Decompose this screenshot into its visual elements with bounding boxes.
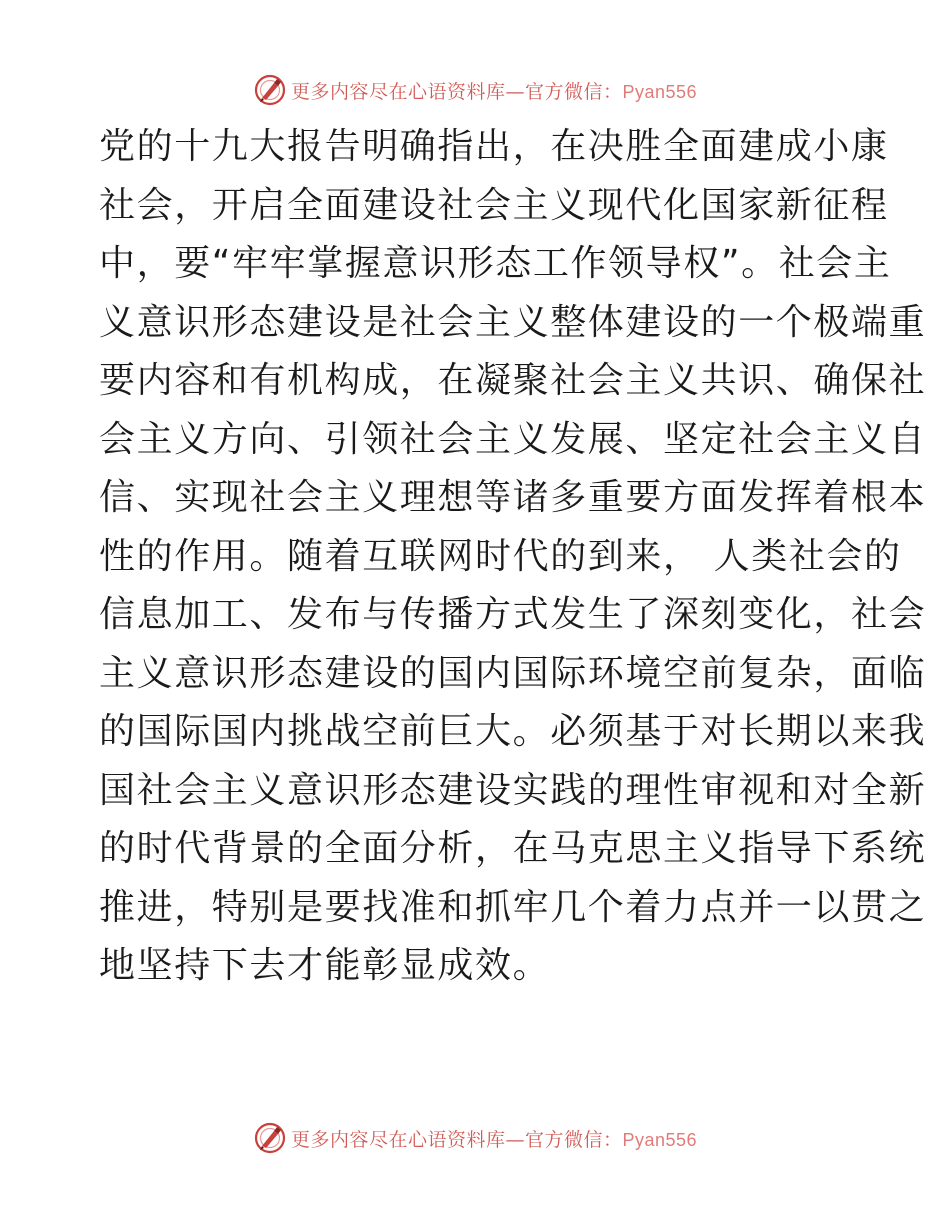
- body-line: 的国际国内挑战空前巨大。必须基于对长期以来我: [99, 711, 927, 752]
- footer-banner-label: 更多内容尽在心语资料库—官方微信：: [290, 1128, 623, 1151]
- body-line: 要内容和有机构成，在凝聚社会主义共识、确保社: [99, 360, 927, 401]
- footer-banner-text: [291, 1125, 697, 1152]
- body-line: 义意识形态建设是社会主义整体建设的一个极端重: [99, 301, 927, 343]
- body-line: 的时代背景的全面分析，在马克思主义指导下系统: [99, 828, 927, 869]
- body-line: 社会，开启全面建设社会主义现代化国家新征程: [99, 184, 889, 226]
- body-line: 主义意识形态建设的国内国际环境空前复杂，面临: [99, 652, 927, 694]
- header-banner-label: 更多内容尽在心语资料库—官方微信：: [290, 80, 623, 103]
- body-line: 性的作用。随着互联网时代的到来， 人类社会的: [99, 535, 902, 577]
- footer-banner: [0, 1118, 950, 1158]
- header-banner: [0, 70, 950, 110]
- body-line: 中，要“牢牢掌握意识形态工作领导权”。社会主: [99, 243, 892, 284]
- footer-wechat-id: Pyan556: [622, 1129, 698, 1150]
- body-line: 信息加工、发布与传播方式发生了深刻变化，社会: [99, 594, 927, 635]
- header-banner-text: [291, 77, 697, 104]
- pen-nib-logo-icon: [253, 1121, 287, 1155]
- body-line: 推进，特别是要找准和抓牢几个着力点并一以贯之: [99, 886, 927, 928]
- body-line: 党的十九大报告明确指出，在决胜全面建成小康: [99, 126, 889, 167]
- document-body: [99, 118, 927, 996]
- body-line: 信、实现社会主义理想等诸多重要方面发挥着根本: [99, 477, 927, 518]
- pen-nib-logo-icon: [253, 73, 287, 107]
- header-wechat-id: Pyan556: [622, 81, 698, 102]
- body-line: 会主义方向、引领社会主义发展、坚定社会主义自: [99, 418, 927, 460]
- body-line: 国社会主义意识形态建设实践的理性审视和对全新: [99, 769, 927, 811]
- body-line: 地坚持下去才能彰显成效。: [99, 945, 551, 986]
